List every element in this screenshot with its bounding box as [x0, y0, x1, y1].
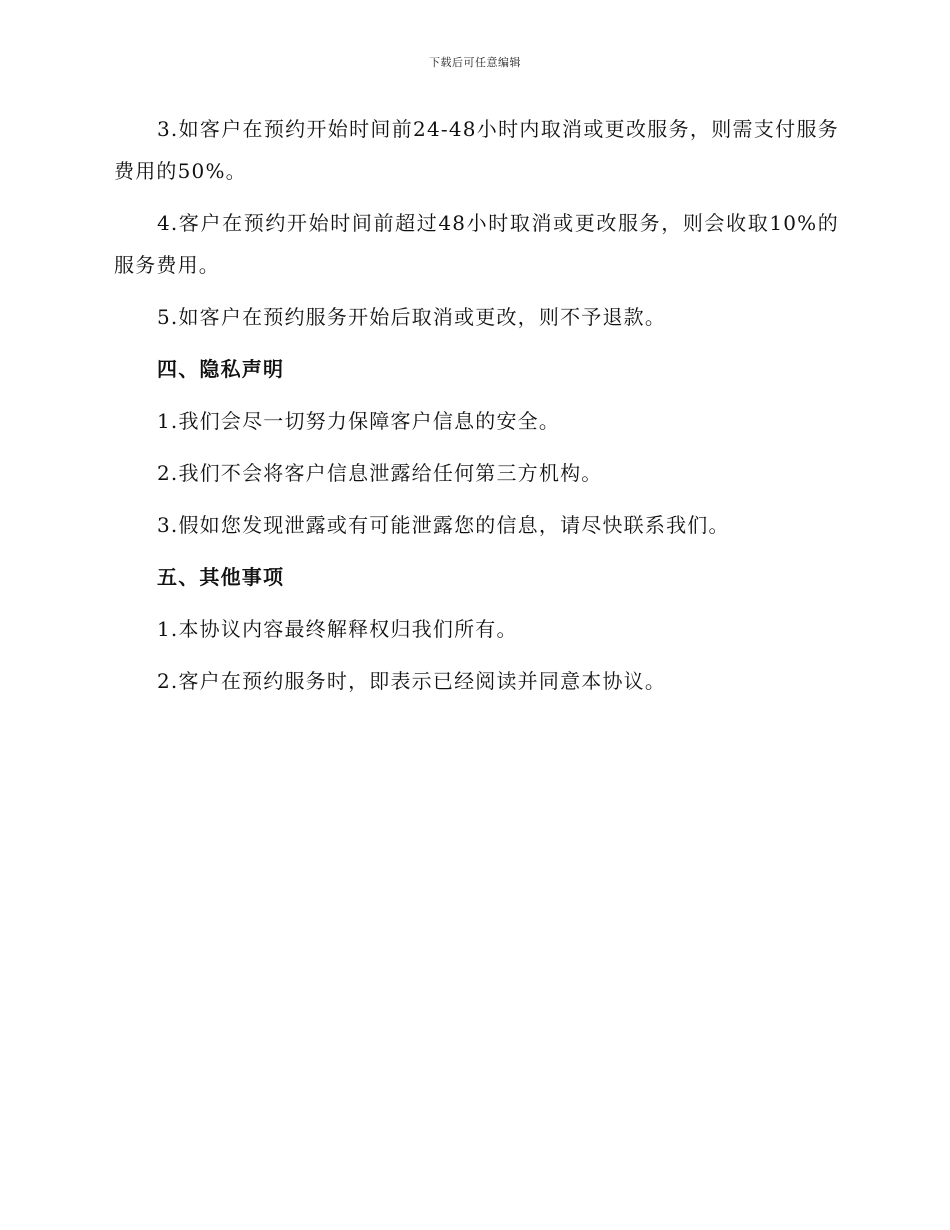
clause-3-cancellation: 3.如客户在预约开始时间前24-48小时内取消或更改服务，则需支付服务费用的50%。 — [114, 117, 839, 183]
clause-5-cancellation: 5.如客户在预约服务开始后取消或更改，则不予退款。 — [157, 305, 667, 329]
document-body — [114, 108, 839, 702]
page-header: 下载后可任意编辑 — [429, 56, 521, 69]
other-item-1: 1.本协议内容最终解释权归我们所有。 — [157, 617, 518, 641]
section-privacy-title: 四、隐私声明 — [157, 357, 285, 381]
privacy-item-3: 3.假如您发现泄露或有可能泄露您的信息，请尽快联系我们。 — [157, 513, 730, 537]
privacy-item-1: 1.我们会尽一切努力保障客户信息的安全。 — [157, 409, 561, 433]
privacy-item-2: 2.我们不会将客户信息泄露给任何第三方机构。 — [157, 461, 603, 485]
section-other-title: 五、其他事项 — [157, 565, 285, 589]
clause-4-cancellation: 4.客户在预约开始时间前超过48小时取消或更改服务，则会收取10%的服务费用。 — [114, 211, 839, 277]
other-item-2: 2.客户在预约服务时，即表示已经阅读并同意本协议。 — [157, 669, 667, 693]
